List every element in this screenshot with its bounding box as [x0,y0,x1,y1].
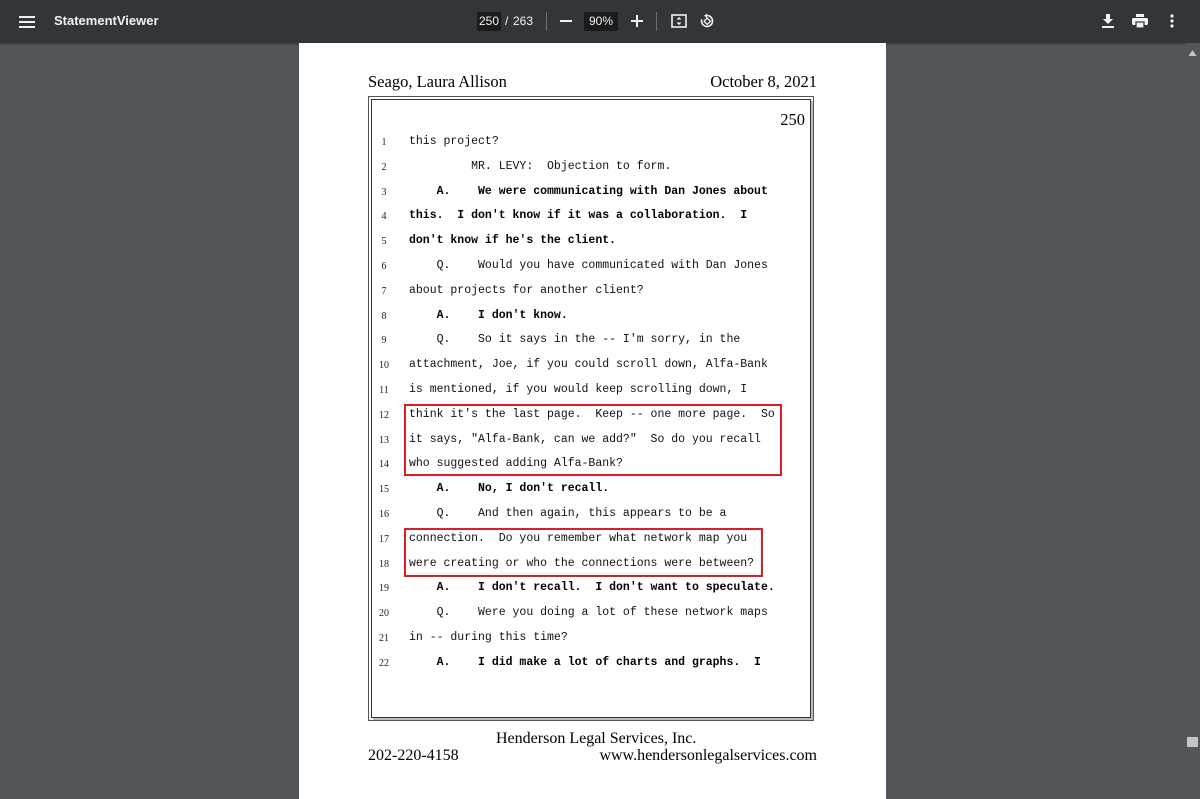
line-text: this project? [409,135,499,148]
transcript-line [299,159,799,179]
line-text: Q. So it says in the -- I'm sorry, in the [409,333,741,347]
toolbar-divider [656,12,657,31]
line-text: is mentioned, if you would keep scrolling down, I [409,383,748,396]
line-number: 15 [379,484,389,496]
highlight-box [404,528,763,577]
scroll-up-arrow[interactable] [1187,45,1198,55]
line-number: 10 [379,360,389,372]
scroll-up-icon [1187,48,1198,58]
line-number: 19 [379,583,389,595]
line-number: 20 [379,608,389,620]
transcript-page-number: 250 [780,110,805,129]
more-options-button[interactable] [1162,11,1182,31]
line-text: A. We were communicating with Dan Jones about [409,184,768,198]
line-text: were creating or who the connections were between? [409,556,755,570]
line-text: who suggested adding Alfa-Bank? [409,457,623,471]
menu-icon [19,15,35,29]
toolbar-divider [546,12,547,31]
line-text: A. I don't know. [409,308,568,322]
minus-icon [560,15,572,27]
line-number: 9 [381,335,387,347]
scrollbar-thumb[interactable] [1187,737,1198,747]
download-button[interactable] [1098,11,1118,31]
transcript-line [299,233,799,253]
deposition-date: October 8, 2021 [710,72,817,91]
rotate-icon [699,13,715,29]
line-text: think it's the last page. Keep -- one more page. So [409,407,775,421]
page-separator: / [505,14,509,28]
line-number: 5 [381,236,387,248]
transcript-line [299,357,799,377]
footer-website: www.hendersonlegalservices.com [599,747,817,764]
highlight-box [404,404,782,476]
app-title: StatementViewer [54,13,159,28]
transcript-line [299,506,799,526]
plus-icon [631,15,643,27]
menu-button[interactable] [12,7,42,37]
line-text: in -- during this time? [409,631,568,644]
line-number: 18 [379,558,389,570]
footer-phone: 202-220-4158 [368,747,459,764]
transcript-line [299,332,799,352]
line-text: Q. Would you have communicated with Dan Jones [409,259,768,272]
line-number: 17 [379,533,389,545]
line-text: A. I did make a lot of charts and graphs. I [409,655,761,669]
line-text: this. I don't know if it was a collaboration. I [409,209,748,223]
line-number: 7 [381,285,387,297]
line-number: 13 [379,434,389,446]
total-pages: 263 [513,14,534,28]
line-number: 11 [379,385,389,396]
transcript-line [299,283,799,303]
line-number: 16 [379,509,389,520]
line-text: Q. Were you doing a lot of these network maps [409,606,768,620]
line-text: attachment, Joe, if you could scroll down, Alfa-Bank [409,358,768,372]
print-button[interactable] [1130,11,1150,31]
transcript-line [299,630,799,650]
line-text: about projects for another client? [409,283,644,297]
more-vertical-icon [1170,14,1174,28]
transcript-line [299,605,799,625]
transcript-line [299,134,799,154]
line-text: A. I don't recall. I don't want to speculate. [409,581,775,595]
line-text: connection. Do you remember what network map you [409,531,748,545]
line-text: MR. LEVY: Objection to form. [409,159,672,173]
zoom-out-button[interactable] [556,11,576,31]
print-icon [1132,14,1148,28]
fit-to-page-button[interactable] [669,11,689,31]
transcript-line [299,382,799,402]
rotate-button[interactable] [697,11,717,31]
fit-to-page-icon [671,14,687,28]
deponent-name: Seago, Laura Allison [368,72,507,91]
line-text: it says, "Alfa-Bank, can we add?" So do you recall [409,432,761,446]
transcript-line [299,308,799,328]
line-number: 4 [381,211,387,223]
line-number: 14 [379,459,389,471]
line-number: 21 [379,633,389,644]
vertical-scrollbar[interactable] [1185,43,1200,799]
line-number: 22 [379,657,389,669]
line-number: 12 [379,409,389,421]
transcript-line [299,481,799,501]
line-number: 6 [381,261,387,272]
line-number: 8 [381,310,387,322]
transcript-line [299,184,799,204]
line-number: 2 [381,161,387,173]
line-text: don't know if he's the client. [409,234,617,248]
download-icon [1101,14,1115,28]
transcript-line [299,258,799,278]
line-number: 1 [381,137,387,148]
line-number: 3 [381,186,387,198]
transcript-line [299,580,799,600]
document-page [299,43,886,799]
transcript-line [299,655,799,675]
footer-company: Henderson Legal Services, Inc. [496,730,697,747]
transcript-line [299,208,799,228]
zoom-level-input[interactable]: 90% [584,12,618,31]
line-text: A. No, I don't recall. [409,482,610,496]
page-number-input[interactable]: 250 [477,12,501,31]
zoom-in-button[interactable] [627,11,647,31]
viewer-toolbar [0,0,1200,43]
line-text: Q. And then again, this appears to be a [409,507,727,520]
